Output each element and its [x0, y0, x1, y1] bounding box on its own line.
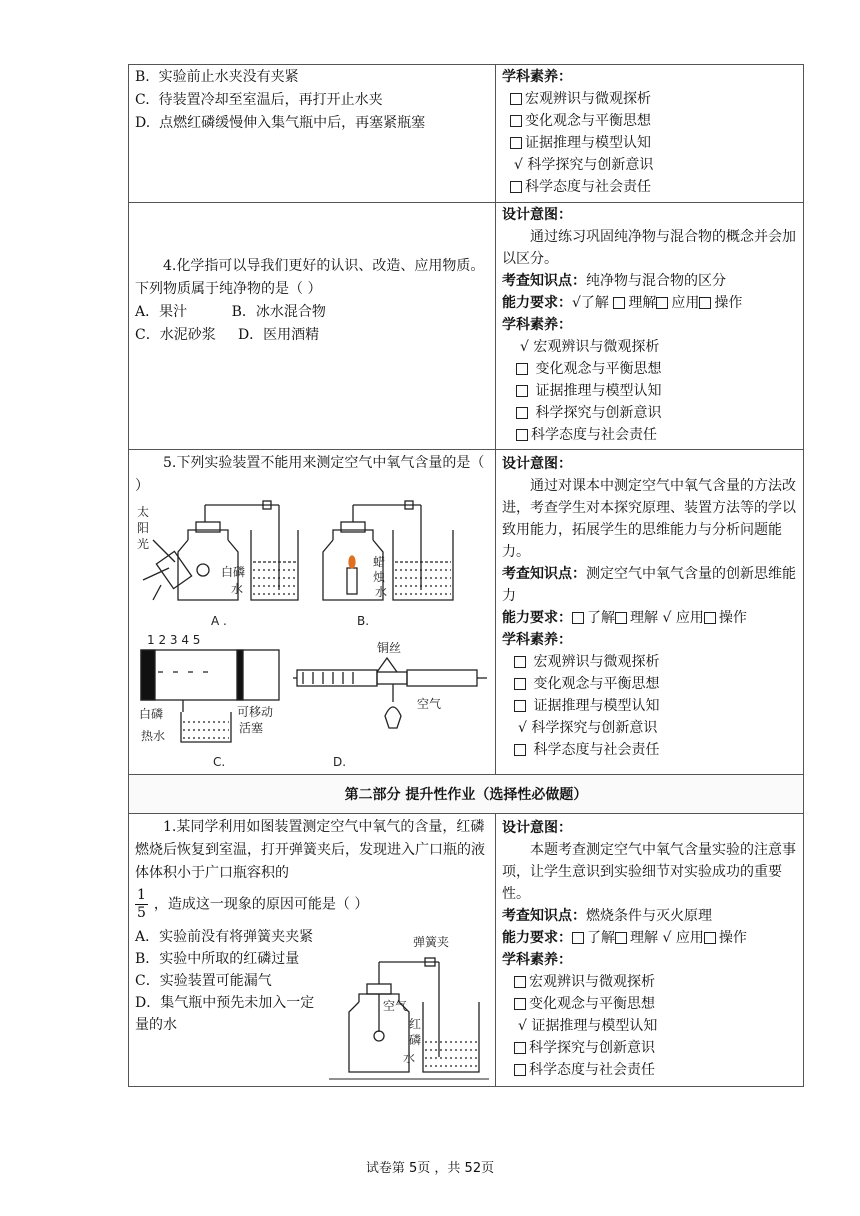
checkbox-icon — [514, 976, 526, 988]
svg-text:烛: 烛 — [373, 570, 386, 584]
literacy-item: 科学探究与创新意识 — [514, 1037, 797, 1059]
checkbox-icon — [516, 407, 528, 419]
literacy-item: √ 科学探究与创新意识 — [518, 720, 658, 736]
checkbox-icon — [510, 181, 522, 193]
intent-title: 设计意图： — [502, 207, 572, 223]
option-line: C．水泥砂浆 D．医用酒精 — [135, 327, 320, 343]
svg-text:C.: C. — [213, 755, 226, 769]
knowledge-point: 考查知识点：纯净物与混合物的区分 — [502, 273, 726, 289]
question-cell — [129, 65, 496, 202]
ability-line: 能力要求：√了解 理解 应用 操作 — [502, 295, 743, 311]
svg-text:蜡: 蜡 — [373, 555, 386, 569]
table-row — [129, 450, 803, 775]
question-cell — [129, 450, 496, 774]
experiment-figures — [133, 500, 487, 770]
literacy-item: 变化观念与平衡思想 — [514, 993, 797, 1015]
intent-text: 通过练习巩固纯净物与混合物的概念并会加以区分。 — [502, 229, 796, 267]
experiment-figure — [329, 932, 489, 1082]
table-row — [129, 65, 803, 203]
svg-text:热水: 热水 — [141, 729, 166, 743]
knowledge-point: 考查知识点：测定空气中氧气含量的创新思维能力 — [502, 566, 796, 604]
table-row — [129, 814, 803, 1086]
checkbox-icon — [704, 932, 716, 944]
literacy-item: 宏观辨识与微观探析 — [514, 971, 797, 993]
fraction: $\frac{1}{5}$ — [137, 887, 146, 921]
literacy-item: 证据推理与模型认知 — [510, 132, 797, 154]
literacy-title: 学科素养： — [502, 69, 572, 85]
figure-c — [139, 633, 279, 769]
checkbox-icon — [613, 297, 625, 309]
worksheet-table — [128, 64, 804, 1087]
checkbox-icon — [514, 678, 526, 690]
option-c: C．实验装置可能漏气 — [135, 973, 272, 989]
checkbox-icon — [514, 700, 526, 712]
checkbox-icon — [516, 363, 528, 375]
svg-text:弹簧夹: 弹簧夹 — [413, 935, 450, 949]
question-text: 5.下列实验装置不能用来测定空气中氧气含量的是（ ） — [135, 455, 485, 494]
checkbox-icon — [514, 656, 526, 668]
checkbox-icon — [572, 932, 584, 944]
question-continuation: $\frac{1}{5}$ ，造成这一现象的原因可能是（ ） — [137, 887, 369, 921]
svg-text:A .: A . — [211, 614, 227, 628]
option-c: C. 待装置冷却至室温后，再打开止水夹 — [135, 92, 383, 108]
knowledge-point: 考查知识点：燃烧条件与灭火原理 — [502, 908, 712, 924]
intent-text: 本题考查测定空气中氧气含量实验的注意事项，让学生意识到实验细节对实验成功的重要性。 — [502, 842, 796, 902]
svg-text:磷: 磷 — [409, 1033, 422, 1047]
svg-text:阳: 阳 — [137, 521, 150, 535]
svg-text:太: 太 — [137, 505, 150, 519]
svg-text:红: 红 — [409, 1017, 422, 1031]
literacy-item: 科学探究与创新意识 — [516, 402, 797, 424]
checkbox-icon — [572, 612, 584, 624]
checkbox-icon — [699, 297, 711, 309]
literacy-item: 科学态度与社会责任 — [516, 424, 797, 446]
svg-text:白磷: 白磷 — [221, 565, 246, 579]
checkbox-icon — [514, 744, 526, 756]
svg-text:光: 光 — [137, 537, 150, 551]
svg-text:活塞: 活塞 — [239, 721, 264, 735]
info-cell — [496, 814, 803, 1086]
literacy-item: 科学态度与社会责任 — [514, 739, 797, 761]
section-header: 第二部分 提升性作业（选择性必做题） — [129, 775, 803, 814]
checkbox-icon — [514, 1064, 526, 1076]
checkbox-icon — [510, 137, 522, 149]
literacy-item: √ 宏观辨识与微观探析 — [520, 339, 660, 355]
svg-text:水: 水 — [231, 582, 244, 596]
checkbox-icon — [516, 429, 528, 441]
literacy-item: 科学态度与社会责任 — [514, 1059, 797, 1081]
literacy-item: 证据推理与模型认知 — [514, 695, 797, 717]
svg-text:水: 水 — [403, 1051, 416, 1065]
info-cell — [496, 65, 803, 202]
checkbox-icon — [704, 612, 716, 624]
svg-text:空气: 空气 — [417, 697, 442, 711]
checkbox-icon — [510, 93, 522, 105]
question-text: 4.化学指可以导我们更好的认识、改造、应用物质。下列物质属于纯净物的是（ ） — [135, 258, 485, 297]
checkbox-icon — [514, 1042, 526, 1054]
option-d: D．集气瓶中预先未加入一定量的水 — [135, 995, 315, 1033]
svg-text:B.: B. — [357, 614, 370, 628]
literacy-item: 变化观念与平衡思想 — [510, 110, 797, 132]
info-cell — [496, 450, 803, 774]
question-cell — [129, 814, 496, 1086]
option-b: B．实验中所取的红磷过量 — [135, 951, 300, 967]
option-line: A．果汁 B．冰水混合物 — [135, 304, 326, 320]
checkbox-icon — [516, 385, 528, 397]
literacy-item: 变化观念与平衡思想 — [514, 673, 797, 695]
page-footer: 试卷第 5页 ，共 52页 — [365, 1161, 495, 1176]
svg-text:可移动: 可移动 — [237, 705, 274, 719]
option-b: B. 实验前止水夹没有夹紧 — [135, 69, 299, 85]
intent-title: 设计意图： — [502, 820, 572, 836]
literacy-title: 学科素养： — [502, 952, 572, 968]
svg-text:1 2 3 4 5: 1 2 3 4 5 — [147, 633, 201, 647]
literacy-item: √ 证据推理与模型认知 — [518, 1018, 658, 1034]
literacy-item: 宏观辨识与微观探析 — [514, 651, 797, 673]
svg-text:D.: D. — [333, 755, 347, 769]
intent-title: 设计意图： — [502, 456, 572, 472]
literacy-item: 变化观念与平衡思想 — [516, 358, 797, 380]
svg-text:水: 水 — [375, 585, 388, 599]
svg-text:空气: 空气 — [383, 999, 408, 1013]
figure-d — [293, 640, 487, 769]
question-text: 1.某同学利用如图装置测定空气中氧气的含量，红磷燃烧后恢复到室温，打开弹簧夹后，发现进入广口瓶的液体体积小于广口瓶容积的 — [135, 819, 485, 881]
table-row — [129, 203, 803, 450]
ability-line: 能力要求： 了解 理解 √ 应用 操作 — [502, 610, 747, 626]
literacy-title: 学科素养： — [502, 632, 572, 648]
figure-b — [323, 501, 453, 628]
literacy-title: 学科素养： — [502, 317, 572, 333]
option-a: A．实验前没有将弹簧夹夹紧 — [135, 929, 314, 945]
literacy-item: 证据推理与模型认知 — [516, 380, 797, 402]
checkbox-icon — [656, 297, 668, 309]
options-list — [135, 926, 325, 1036]
literacy-item: 宏观辨识与微观探析 — [510, 88, 797, 110]
intent-text: 通过对课本中测定空气中氧气含量的方法改进，考查学生对本探究原理、装置方法等的学以致用能力，拓展学生的思维能力与分析问题能力。 — [502, 478, 796, 560]
svg-text:白磷: 白磷 — [139, 707, 164, 721]
literacy-item: √ 科学探究与创新意识 — [514, 157, 654, 173]
figure-a — [137, 501, 298, 628]
option-d: D. 点燃红磷缓慢伸入集气瓶中后，再塞紧瓶塞 — [135, 115, 426, 131]
checkbox-icon — [514, 998, 526, 1010]
checkbox-icon — [510, 115, 522, 127]
svg-text:铜丝: 铜丝 — [377, 641, 402, 655]
checkbox-icon — [615, 612, 627, 624]
question-cell — [129, 203, 496, 449]
info-cell — [496, 203, 803, 449]
literacy-item: 科学态度与社会责任 — [510, 176, 797, 198]
checkbox-icon — [615, 932, 627, 944]
ability-line: 能力要求： 了解 理解 √ 应用 操作 — [502, 930, 747, 946]
